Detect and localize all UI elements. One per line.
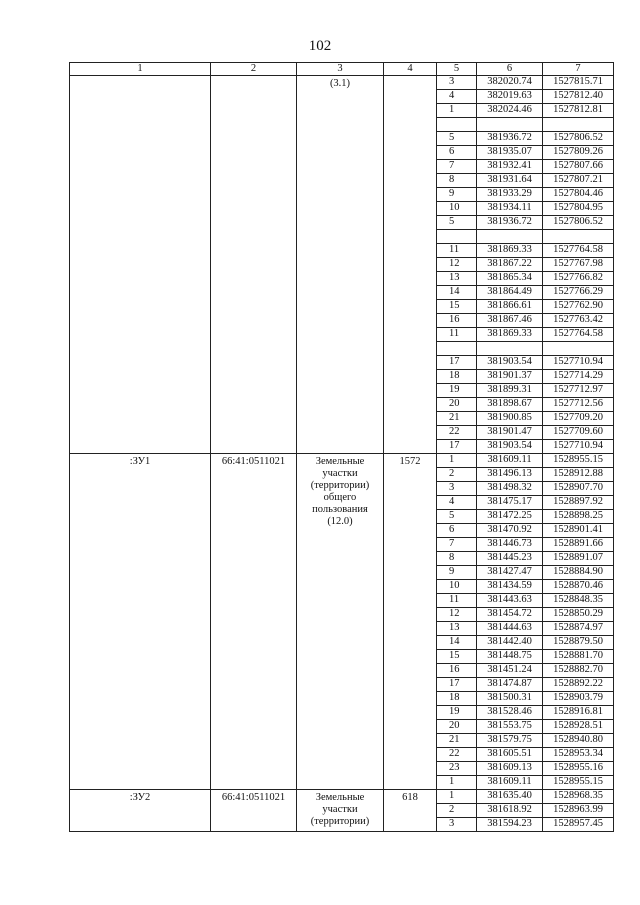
point-number: 22: [437, 426, 477, 440]
parcel-area: 618: [384, 790, 437, 832]
empty-cell: [543, 230, 614, 244]
coordinate-x: 381553.75: [477, 720, 543, 734]
point-number: 5: [437, 510, 477, 524]
coordinate-y: 1528953.34: [543, 748, 614, 762]
point-number: 5: [437, 132, 477, 146]
coordinate-y: 1527764.58: [543, 244, 614, 258]
point-number: 15: [437, 650, 477, 664]
point-number: 1: [437, 104, 477, 118]
coordinate-x: 381935.07: [477, 146, 543, 160]
coordinate-y: 1527712.97: [543, 384, 614, 398]
coordinate-x: 381442.40: [477, 636, 543, 650]
coordinate-y: 1528916.81: [543, 706, 614, 720]
coordinate-x: 381864.49: [477, 286, 543, 300]
coordinate-x: 381867.22: [477, 258, 543, 272]
header-col-5: 5: [437, 63, 477, 76]
header-col-1: 1: [70, 63, 211, 76]
coordinate-x: 381454.72: [477, 608, 543, 622]
point-number: 18: [437, 692, 477, 706]
coordinate-x: 382024.46: [477, 104, 543, 118]
coordinate-y: 1528928.51: [543, 720, 614, 734]
coordinate-x: 381635.40: [477, 790, 543, 804]
coordinate-x: 381900.85: [477, 412, 543, 426]
point-number: 19: [437, 706, 477, 720]
coordinate-y: 1527710.94: [543, 440, 614, 454]
point-number: 16: [437, 314, 477, 328]
coordinate-y: 1527767.98: [543, 258, 614, 272]
coordinate-x: 381609.13: [477, 762, 543, 776]
coordinate-x: 381605.51: [477, 748, 543, 762]
coordinate-x: 381867.46: [477, 314, 543, 328]
point-number: 14: [437, 286, 477, 300]
coordinate-x: 381901.47: [477, 426, 543, 440]
empty-cell: [477, 230, 543, 244]
coordinate-y: 1528955.15: [543, 776, 614, 790]
point-number: 22: [437, 748, 477, 762]
coordinate-x: 381500.31: [477, 692, 543, 706]
point-number: 4: [437, 90, 477, 104]
table-row: [70, 76, 614, 90]
point-number: 17: [437, 356, 477, 370]
coordinate-x: 381903.54: [477, 440, 543, 454]
coordinate-x: 381899.31: [477, 384, 543, 398]
header-col-2: 2: [211, 63, 297, 76]
coordinates-table: [69, 62, 614, 832]
land-use: Земельные участки (территории): [297, 790, 384, 832]
point-number: 17: [437, 678, 477, 692]
empty-cell: [437, 230, 477, 244]
table-header-row: [70, 63, 614, 76]
coordinate-y: 1527812.40: [543, 90, 614, 104]
coordinate-y: 1528957.45: [543, 818, 614, 832]
point-number: 7: [437, 538, 477, 552]
coordinate-y: 1527804.95: [543, 202, 614, 216]
coordinate-x: 381866.61: [477, 300, 543, 314]
coordinate-y: 1528879.50: [543, 636, 614, 650]
header-col-3: 3: [297, 63, 384, 76]
table-body: [70, 76, 614, 832]
coordinate-y: 1527804.46: [543, 188, 614, 202]
empty-cell: [437, 118, 477, 132]
parcel-area: [384, 76, 437, 454]
coordinate-y: 1528850.29: [543, 608, 614, 622]
coordinate-x: 381869.33: [477, 244, 543, 258]
point-number: 20: [437, 398, 477, 412]
coordinate-y: 1528884.90: [543, 566, 614, 580]
empty-cell: [543, 118, 614, 132]
parcel-name: [70, 76, 211, 454]
parcel-name: :ЗУ2: [70, 790, 211, 832]
coordinate-y: 1528912.88: [543, 468, 614, 482]
coordinate-y: 1528870.46: [543, 580, 614, 594]
coordinate-x: 381451.24: [477, 664, 543, 678]
coordinate-x: 381475.17: [477, 496, 543, 510]
coordinate-x: 381618.92: [477, 804, 543, 818]
coordinate-y: 1528874.97: [543, 622, 614, 636]
point-number: 17: [437, 440, 477, 454]
point-number: 6: [437, 146, 477, 160]
coordinate-y: 1528955.16: [543, 762, 614, 776]
coordinate-y: 1527809.26: [543, 146, 614, 160]
coordinate-y: 1528891.66: [543, 538, 614, 552]
coordinate-x: 381434.59: [477, 580, 543, 594]
coordinate-y: 1528898.25: [543, 510, 614, 524]
point-number: 3: [437, 818, 477, 832]
coordinate-y: 1527709.60: [543, 426, 614, 440]
header-col-4: 4: [384, 63, 437, 76]
coordinate-x: 382019.63: [477, 90, 543, 104]
coordinate-y: 1528968.35: [543, 790, 614, 804]
point-number: 11: [437, 594, 477, 608]
land-use: (3.1): [297, 76, 384, 454]
point-number: 14: [437, 636, 477, 650]
point-number: 1: [437, 790, 477, 804]
coordinate-x: 381609.11: [477, 454, 543, 468]
point-number: 11: [437, 328, 477, 342]
coordinate-x: 381934.11: [477, 202, 543, 216]
coordinate-x: 382020.74: [477, 76, 543, 90]
coordinate-y: 1527714.29: [543, 370, 614, 384]
coordinate-y: 1528955.15: [543, 454, 614, 468]
coordinate-x: 381445.23: [477, 552, 543, 566]
coordinate-x: 381901.37: [477, 370, 543, 384]
point-number: 15: [437, 300, 477, 314]
coordinate-y: 1527766.82: [543, 272, 614, 286]
coordinate-x: 381448.75: [477, 650, 543, 664]
point-number: 9: [437, 566, 477, 580]
point-number: 8: [437, 552, 477, 566]
coordinate-y: 1528940.80: [543, 734, 614, 748]
coordinate-x: 381446.73: [477, 538, 543, 552]
header-col-6: 6: [477, 63, 543, 76]
point-number: 3: [437, 482, 477, 496]
coordinate-x: 381936.72: [477, 132, 543, 146]
coordinate-y: 1528903.79: [543, 692, 614, 706]
coordinate-x: 381865.34: [477, 272, 543, 286]
page-number: 102: [308, 38, 332, 54]
table-row: [70, 790, 614, 804]
point-number: 18: [437, 370, 477, 384]
point-number: 12: [437, 608, 477, 622]
coordinate-y: 1527712.56: [543, 398, 614, 412]
coordinate-x: 381932.41: [477, 160, 543, 174]
coordinate-x: 381903.54: [477, 356, 543, 370]
coordinate-y: 1527807.66: [543, 160, 614, 174]
coordinate-y: 1527710.94: [543, 356, 614, 370]
coordinate-y: 1528897.92: [543, 496, 614, 510]
point-number: 11: [437, 244, 477, 258]
empty-cell: [477, 118, 543, 132]
point-number: 21: [437, 734, 477, 748]
point-number: 8: [437, 174, 477, 188]
coordinate-y: 1528848.35: [543, 594, 614, 608]
header-col-7: 7: [543, 63, 614, 76]
coordinate-y: 1528901.41: [543, 524, 614, 538]
coordinate-y: 1527812.81: [543, 104, 614, 118]
point-number: 4: [437, 496, 477, 510]
point-number: 19: [437, 384, 477, 398]
coordinate-x: 381498.32: [477, 482, 543, 496]
coordinate-x: 381427.47: [477, 566, 543, 580]
coordinate-y: 1527806.52: [543, 132, 614, 146]
point-number: 7: [437, 160, 477, 174]
coordinate-x: 381474.87: [477, 678, 543, 692]
coordinate-x: 381443.63: [477, 594, 543, 608]
parcel-name: :ЗУ1: [70, 454, 211, 790]
coordinate-x: 381898.67: [477, 398, 543, 412]
point-number: 5: [437, 216, 477, 230]
coordinate-x: 381472.25: [477, 510, 543, 524]
coordinate-y: 1527766.29: [543, 286, 614, 300]
coordinate-x: 381609.11: [477, 776, 543, 790]
parcel-area: 1572: [384, 454, 437, 790]
coordinate-y: 1527762.90: [543, 300, 614, 314]
coordinate-y: 1528881.70: [543, 650, 614, 664]
point-number: 2: [437, 804, 477, 818]
coordinate-y: 1528907.70: [543, 482, 614, 496]
coordinate-x: 381869.33: [477, 328, 543, 342]
point-number: 13: [437, 622, 477, 636]
point-number: 2: [437, 468, 477, 482]
cadastral-number: 66:41:0511021: [211, 454, 297, 790]
coordinate-y: 1528891.07: [543, 552, 614, 566]
land-use: Земельные участки (территории) общего пользования (12.0): [297, 454, 384, 790]
empty-cell: [543, 342, 614, 356]
point-number: 9: [437, 188, 477, 202]
empty-cell: [437, 342, 477, 356]
table-row: [70, 454, 614, 468]
coordinate-y: 1527806.52: [543, 216, 614, 230]
cadastral-number: [211, 76, 297, 454]
coordinate-x: 381936.72: [477, 216, 543, 230]
empty-cell: [477, 342, 543, 356]
coordinate-x: 381933.29: [477, 188, 543, 202]
coordinate-y: 1527764.58: [543, 328, 614, 342]
coordinate-x: 381579.75: [477, 734, 543, 748]
coordinate-x: 381528.46: [477, 706, 543, 720]
point-number: 6: [437, 524, 477, 538]
coordinate-x: 381470.92: [477, 524, 543, 538]
coordinate-y: 1527709.20: [543, 412, 614, 426]
coordinate-x: 381444.63: [477, 622, 543, 636]
coordinate-y: 1528963.99: [543, 804, 614, 818]
coordinate-y: 1528892.22: [543, 678, 614, 692]
point-number: 1: [437, 776, 477, 790]
point-number: 16: [437, 664, 477, 678]
point-number: 10: [437, 202, 477, 216]
coordinate-y: 1527763.42: [543, 314, 614, 328]
point-number: 21: [437, 412, 477, 426]
coordinate-y: 1527807.21: [543, 174, 614, 188]
point-number: 1: [437, 454, 477, 468]
coordinate-x: 381594.23: [477, 818, 543, 832]
point-number: 23: [437, 762, 477, 776]
point-number: 13: [437, 272, 477, 286]
point-number: 20: [437, 720, 477, 734]
coordinate-y: 1527815.71: [543, 76, 614, 90]
coordinate-x: 381931.64: [477, 174, 543, 188]
cadastral-number: 66:41:0511021: [211, 790, 297, 832]
point-number: 12: [437, 258, 477, 272]
point-number: 3: [437, 76, 477, 90]
point-number: 10: [437, 580, 477, 594]
coordinate-y: 1528882.70: [543, 664, 614, 678]
coordinate-x: 381496.13: [477, 468, 543, 482]
